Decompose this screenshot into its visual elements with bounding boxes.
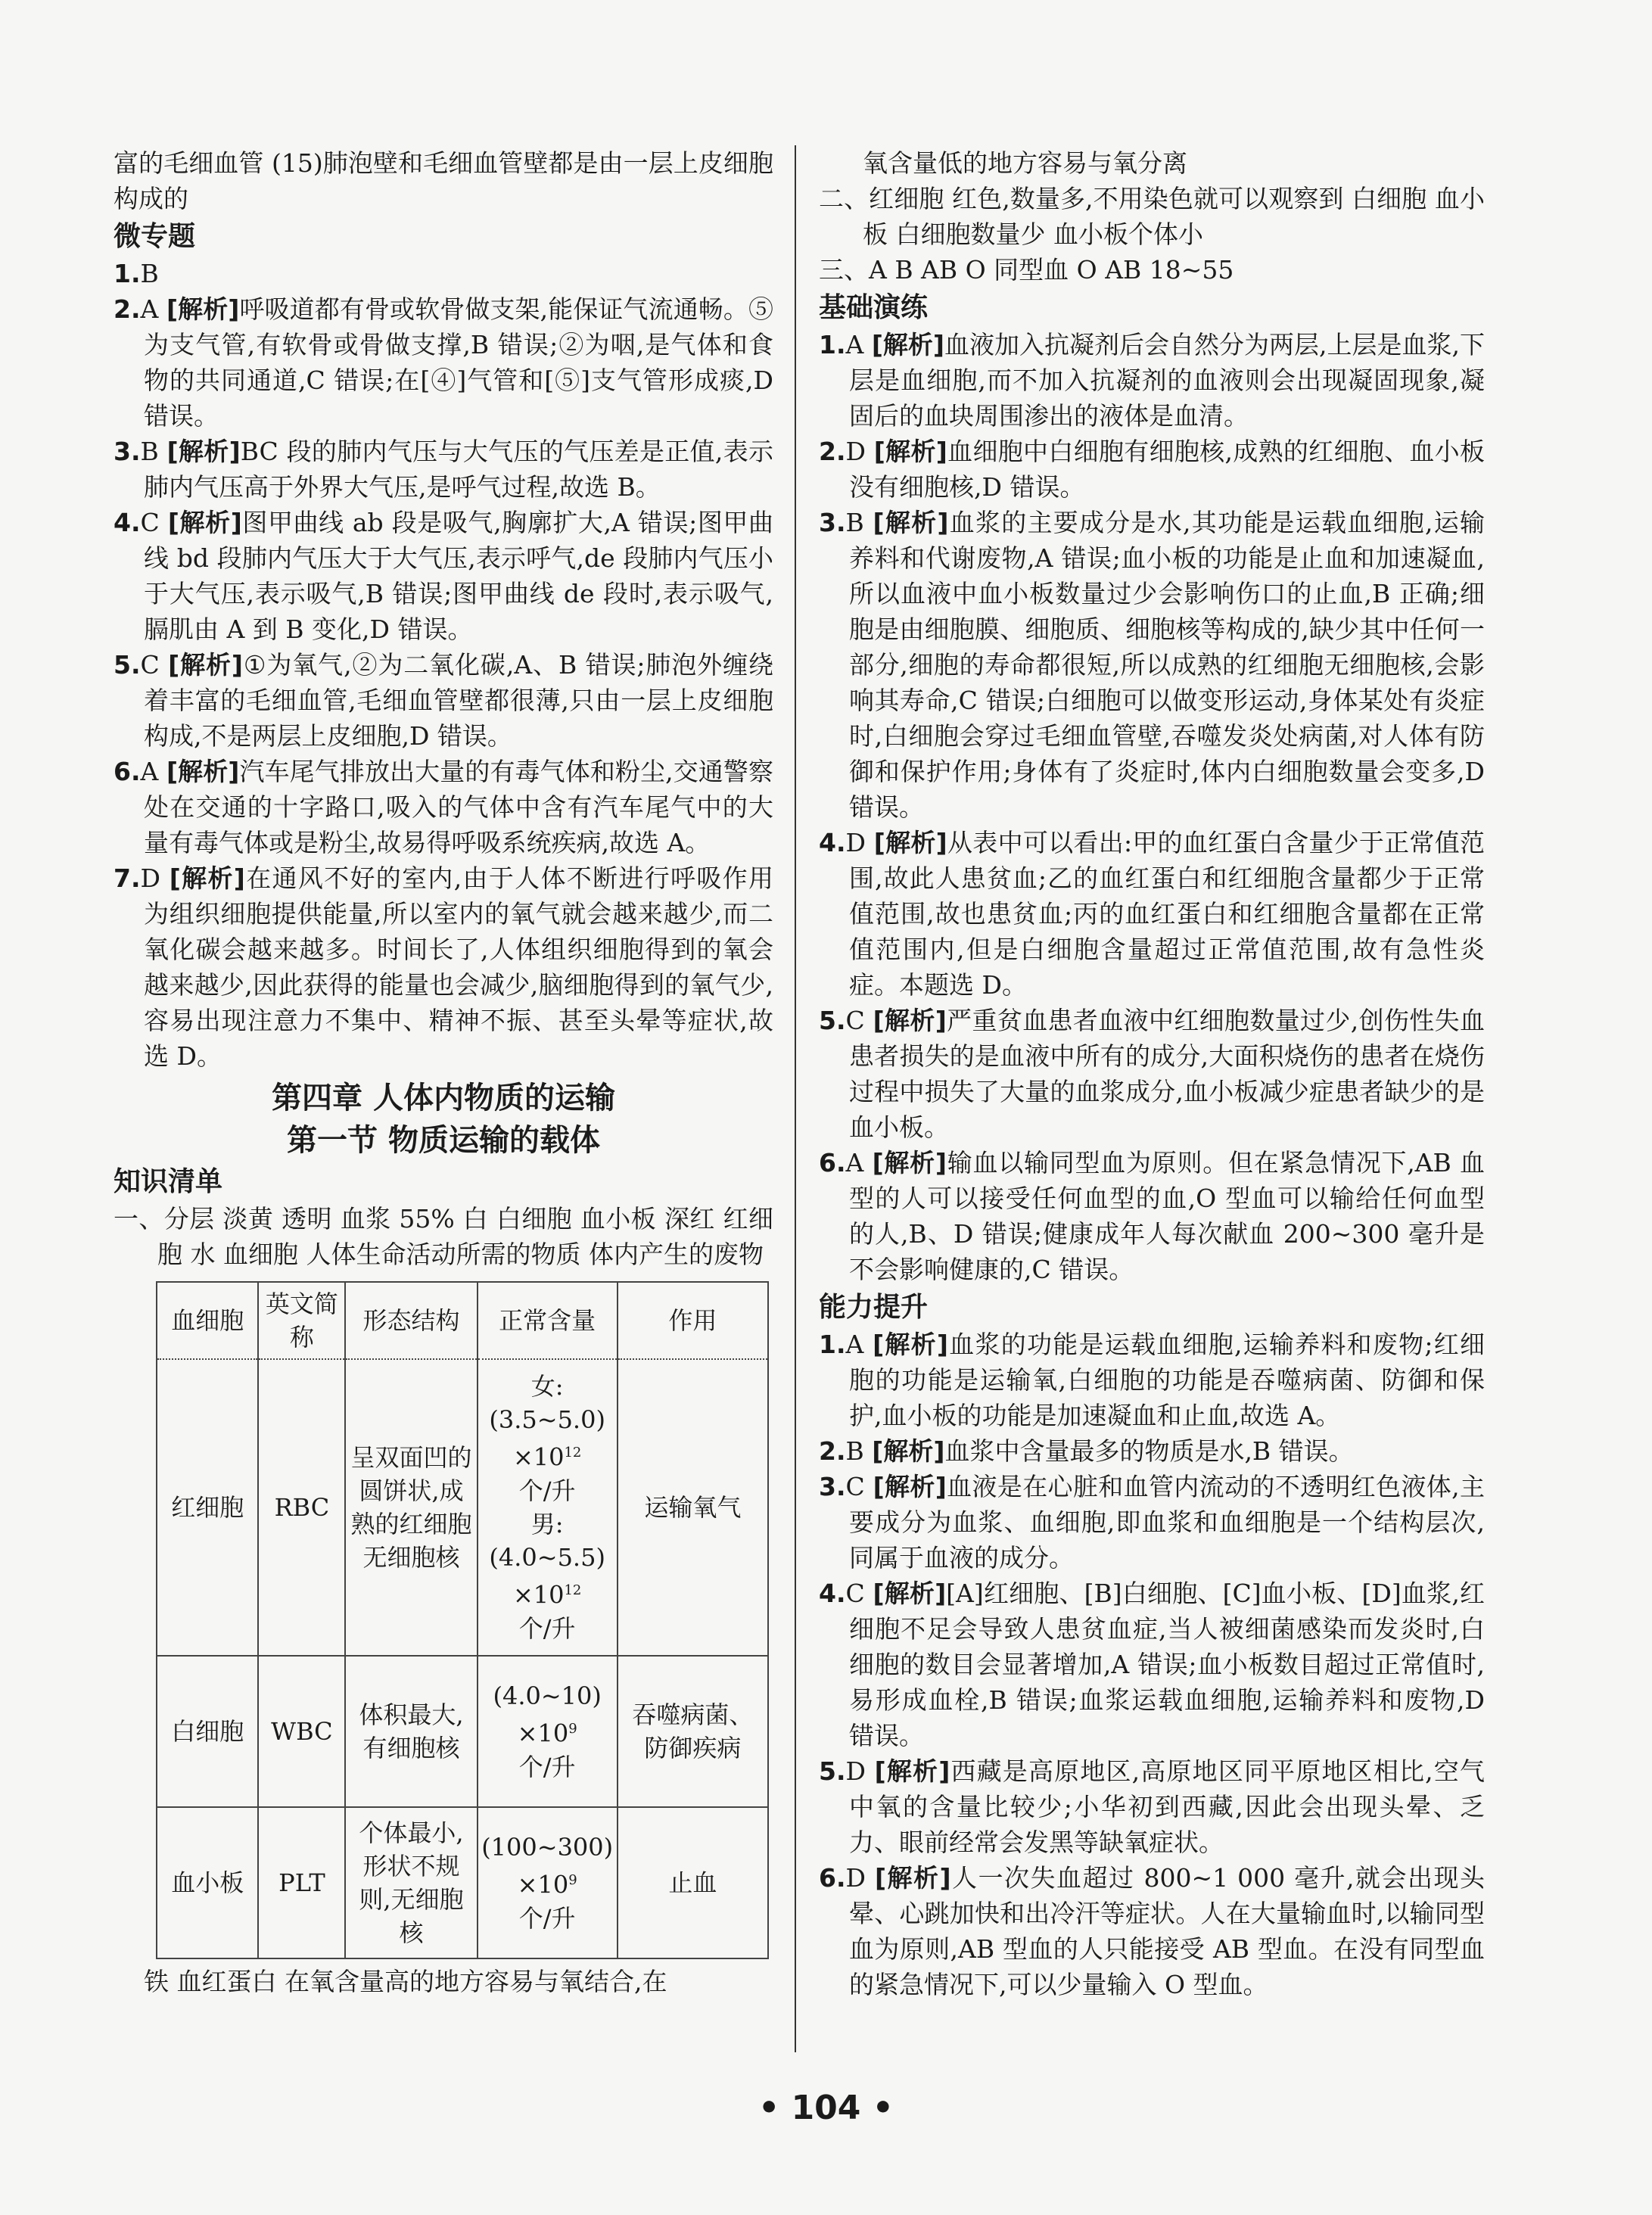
answer-item (114, 860, 773, 1074)
cell-count: (4.0~10) $\times 10^9$ 个/升 (478, 1656, 618, 1807)
cell-shape: 个体最小,形状不规则,无细胞核 (345, 1807, 477, 1958)
answer-letter: A (845, 1148, 864, 1177)
cell-name: 血小板 (157, 1807, 258, 1958)
analysis-text: 人一次失血超过 800~1 000 毫升,就会出现头晕、心跳加快和出冷汗等症状。人在大量输血时,以输同型血为原则,AB 型血的人只能接受 AB 型血。在没有同型血的紧急情况下,可以少量输入 O 型血。 (849, 1863, 1485, 1999)
item-number: 2. (819, 1436, 846, 1466)
answer-item (819, 825, 1485, 1003)
cell-count: (100~300) $\times 10^9$ 个/升 (478, 1807, 618, 1958)
answer-item (819, 1469, 1485, 1576)
item-number: 4. (819, 1579, 846, 1608)
cell-count: 女:(3.5~5.0) $\times 10^{12}$ 个/升 男:(4.0~5.5) $\times 10^{12}$ 个/升 (478, 1359, 618, 1656)
answer-item (819, 1145, 1485, 1287)
answer-letter: A (140, 757, 159, 786)
basic-practice-list (819, 327, 1485, 1287)
table-header-row (157, 1282, 768, 1359)
knowledge-item-2: 二、红细胞 红色,数量多,不用染色就可以观察到 白细胞 血小板 白细胞数量少 血小板个体小 (819, 184, 1485, 249)
analysis-text: 从表中可以看出:甲的血红蛋白含量少于正常值范围,故此人患贫血;乙的血红蛋白和红细胞含量都少于正常值范围,故也患贫血;丙的血红蛋白和红细胞含量都在正常值范围内,但是白细胞含量超过正常值范围,故有急性炎症。本题选 D。 (849, 828, 1485, 1000)
answer-letter: C (845, 1579, 865, 1608)
answer-item (819, 434, 1485, 505)
table-row (157, 1807, 768, 1958)
cell-abbr: RBC (258, 1359, 345, 1656)
knowledge-item-1: 一、分层 淡黄 透明 血浆 55% 白 白细胞 血小板 深红 红细胞 水 血细胞 人体生命活动所需的物质 体内产生的废物 (114, 1204, 773, 1269)
cell-shape: 呈双面凹的圆饼状,成熟的红细胞无细胞核 (345, 1359, 477, 1656)
answer-item (819, 327, 1485, 434)
item-number: 6. (819, 1863, 846, 1893)
analysis-tag: [解析] (874, 1863, 951, 1893)
page-number: • 104 • (758, 2089, 894, 2127)
item-number: 5. (819, 1006, 846, 1035)
cell-role: 止血 (618, 1807, 768, 1958)
answer-letter: B (845, 508, 864, 537)
answer-letter: D (845, 828, 866, 857)
table-row (157, 1656, 768, 1807)
ability-heading: 能力提升 (819, 1292, 929, 1323)
knowledge-item-3: 三、A B AB O 同型血 O AB 18~55 (819, 255, 1234, 285)
analysis-text: 血浆的功能是运载血细胞,运输养料和废物;红细胞的功能是运输氧,白细胞的功能是吞噬病菌、防御和保护,血小板的功能是加速凝血和止血,故选 A。 (849, 1330, 1486, 1430)
knowledge-heading: 知识清单 (114, 1166, 223, 1197)
analysis-tag: [解析] (166, 294, 240, 324)
analysis-text: 血液是在心脏和血管内流动的不透明红色液体,主要成分为血浆、血细胞,即血浆和血细胞是一个结构层次,同属于血液的成分。 (849, 1472, 1485, 1573)
table-header: 作用 (618, 1282, 768, 1359)
analysis-text: 图甲曲线 ab 段是吸气,胸廓扩大,A 错误;图甲曲线 bd 段肺内气压大于大气压,表示呼气,de 段肺内气压小于大气压,表示吸气,B 错误;图甲曲线 de 段时,表示吸气,膈肌由 A 到 B 变化,D 错误。 (144, 508, 774, 644)
answer-item (819, 1327, 1485, 1433)
item-number: 1. (819, 1330, 846, 1359)
blood-cell-table (156, 1281, 769, 1959)
item-number: 6. (114, 757, 141, 786)
answer-item (819, 1003, 1485, 1145)
answer-item (819, 1433, 1485, 1469)
answer-item (819, 505, 1485, 825)
table-header: 血细胞 (157, 1282, 258, 1359)
item-number: 3. (819, 508, 846, 537)
left-column (114, 145, 773, 1999)
answer-letter: A (845, 1330, 864, 1359)
table-header: 正常含量 (478, 1282, 618, 1359)
analysis-tag: [解析] (166, 437, 241, 466)
answer-letter: D (140, 863, 160, 893)
continued-text: 富的毛细血管 (15)肺泡壁和毛细血管壁都是由一层上皮细胞构成的 (114, 148, 773, 213)
answer-item (819, 1753, 1485, 1860)
analysis-tag: [解析] (873, 508, 949, 537)
cell-abbr: PLT (258, 1807, 345, 1958)
item-number: 5. (114, 650, 141, 680)
answer-item (114, 291, 773, 434)
item-number: 1. (819, 330, 846, 359)
analysis-text: [A]红细胞、[B]白细胞、[C]血小板、[D]血浆,红细胞不足会导致人患贫血症,当人被细菌感染而发炎时,白细胞的数目会显著增加,A 错误;血小板数目超过正常值时,易形成血栓,B 错误;血浆运载血细胞,运输养料和废物,D 错误。 (849, 1579, 1485, 1750)
analysis-text: 血浆的主要成分是水,其功能是运载血细胞,运输养料和代谢废物,A 错误;血小板的功能是止血和加速凝血,所以血液中血小板数量过少会影响伤口的止血,B 正确;细胞是由细胞膜、细胞质、细胞核等构成的,缺少其中任何一部分,细胞的寿命都很短,所以成熟的红细胞无细胞核,会影响其寿命,C 错误;白细胞可以做变形运动,身体某处有炎症时,白细胞会穿过毛细血管壁,吞噬发炎处病菌,对人体有防御和保护作用;身体有了炎症时,体内白细胞数量会变多,D 错误。 (849, 508, 1485, 822)
analysis-tag: [解析] (873, 1579, 947, 1608)
answer-letter: B (845, 1436, 864, 1466)
answer-letter: C (140, 508, 160, 537)
item-number: 2. (114, 294, 141, 324)
table-header: 形态结构 (345, 1282, 477, 1359)
chapter-title: 第四章 人体内物质的运输 (272, 1081, 615, 1115)
analysis-text: ①为氧气,②为二氧化碳,A、B 错误;肺泡外缠绕着丰富的毛细血管,毛细血管壁都很薄,只由一层上皮细胞构成,不是两层上皮细胞,D 错误。 (144, 650, 773, 751)
analysis-tag: [解析] (873, 828, 947, 857)
analysis-text: 血液加入抗凝剂后会自然分为两层,上层是血浆,下层是血细胞,而不加入抗凝剂的血液则会出现凝固现象,凝固后的血块周围渗出的液体是血清。 (849, 330, 1485, 431)
analysis-text: 汽车尾气排放出大量的有毒气体和粉尘,交通警察处在交通的十字路口,吸入的气体中含有汽车尾气中的大量有毒气体或是粉尘,故易得呼吸系统疾病,故选 A。 (144, 757, 773, 857)
answer-item (114, 256, 773, 291)
analysis-tag: [解析] (873, 1472, 947, 1501)
column-divider (795, 145, 796, 2052)
continued-text-right: 氧含量低的地方容易与氧分离 (863, 148, 1187, 178)
answer-letter: D (845, 1863, 866, 1893)
cell-abbr: WBC (258, 1656, 345, 1807)
answer-letter: B (140, 259, 159, 288)
micro-topic-heading: 微专题 (114, 221, 196, 252)
ability-list (819, 1327, 1485, 2002)
answer-letter: B (140, 437, 159, 466)
analysis-tag: [解析] (168, 650, 243, 680)
cell-role: 运输氧气 (618, 1359, 768, 1656)
cell-name: 红细胞 (157, 1359, 258, 1656)
micro-topic-list (114, 256, 773, 1074)
answer-item (819, 1860, 1485, 2002)
cell-shape: 体积最大,有细胞核 (345, 1656, 477, 1807)
cell-role: 吞噬病菌、防御疾病 (618, 1656, 768, 1807)
answer-letter: D (845, 1756, 866, 1786)
item-number: 4. (819, 828, 846, 857)
analysis-text: 呼吸道都有骨或软骨做支架,能保证气流通畅。⑤为支气管,有软骨或骨做支撑,B 错误;②为咽,是气体和食物的共同通道,C 错误;在[④]气管和[⑤]支气管形成痰,D 错误。 (144, 294, 773, 431)
answer-letter: A (845, 330, 864, 359)
item-number: 3. (819, 1472, 846, 1501)
answer-letter: D (845, 437, 866, 466)
answer-item (114, 505, 773, 647)
analysis-text: 西藏是高原地区,高原地区同平原地区相比,空气中氧的含量比较少;小华初到西藏,因此会出现头晕、乏力、眼前经常会发黑等缺氧症状。 (849, 1756, 1485, 1857)
analysis-text: 严重贫血患者血液中红细胞数量过少,创伤性失血患者损失的是血液中所有的成分,大面积烧伤的患者在烧伤过程中损失了大量的血浆成分,血小板减少症患者缺少的是血小板。 (849, 1006, 1485, 1142)
item-number: 7. (114, 863, 141, 893)
item-number: 6. (819, 1148, 846, 1177)
section-title: 第一节 物质运输的载体 (287, 1123, 600, 1158)
analysis-tag: [解析] (169, 863, 245, 893)
answer-letter: C (845, 1006, 865, 1035)
analysis-text: 血浆中含量最多的物质是水,B 错误。 (944, 1436, 1354, 1466)
basic-practice-heading: 基础演练 (819, 292, 929, 323)
item-number: 2. (819, 437, 846, 466)
answer-letter: C (140, 650, 160, 680)
analysis-tag: [解析] (872, 1148, 947, 1177)
item-number: 3. (114, 437, 141, 466)
analysis-tag: [解析] (873, 1006, 947, 1035)
right-column (819, 145, 1485, 2002)
analysis-tag: [解析] (873, 1330, 948, 1359)
answer-letter: A (140, 294, 159, 324)
answer-item (114, 434, 773, 505)
item-number: 4. (114, 508, 141, 537)
answer-item (114, 647, 773, 754)
analysis-text: 血细胞中白细胞有细胞核,成熟的红细胞、血小板没有细胞核,D 错误。 (849, 437, 1485, 502)
after-table-text: 铁 血红蛋白 在氧含量高的地方容易与氧结合,在 (144, 1967, 667, 1996)
analysis-tag: [解析] (166, 757, 240, 786)
answer-item (819, 1576, 1485, 1753)
item-number: 1. (114, 259, 141, 288)
analysis-text: 输血以输同型血为原则。但在紧急情况下,AB 血型的人可以接受任何血型的血,O 型血可以输给任何血型的人,B、D 错误;健康成年人每次献血 200~300 毫升是不会影响健康的,C 错误。 (849, 1148, 1485, 1284)
table-header: 英文简称 (258, 1282, 345, 1359)
cell-name: 白细胞 (157, 1656, 258, 1807)
analysis-tag: [解析] (872, 1436, 945, 1466)
analysis-tag: [解析] (874, 1756, 950, 1786)
answer-letter: C (845, 1472, 865, 1501)
item-number: 5. (819, 1756, 846, 1786)
table-row (157, 1359, 768, 1656)
analysis-text: 在通风不好的室内,由于人体不断进行呼吸作用为组织细胞提供能量,所以室内的氧气就会越来越少,而二氧化碳会越来越多。时间长了,人体组织细胞得到的氧会越来越少,因此获得的能量也会减少,脑细胞得到的氧气少,容易出现注意力不集中、精神不振、甚至头晕等症状,故选 D。 (144, 863, 773, 1071)
analysis-text: BC 段的肺内气压与大气压的气压差是正值,表示肺内气压高于外界大气压,是呼气过程,故选 B。 (144, 437, 774, 502)
analysis-tag: [解析] (873, 437, 947, 466)
analysis-tag: [解析] (167, 508, 242, 537)
answer-item (114, 754, 773, 860)
analysis-tag: [解析] (871, 330, 945, 359)
